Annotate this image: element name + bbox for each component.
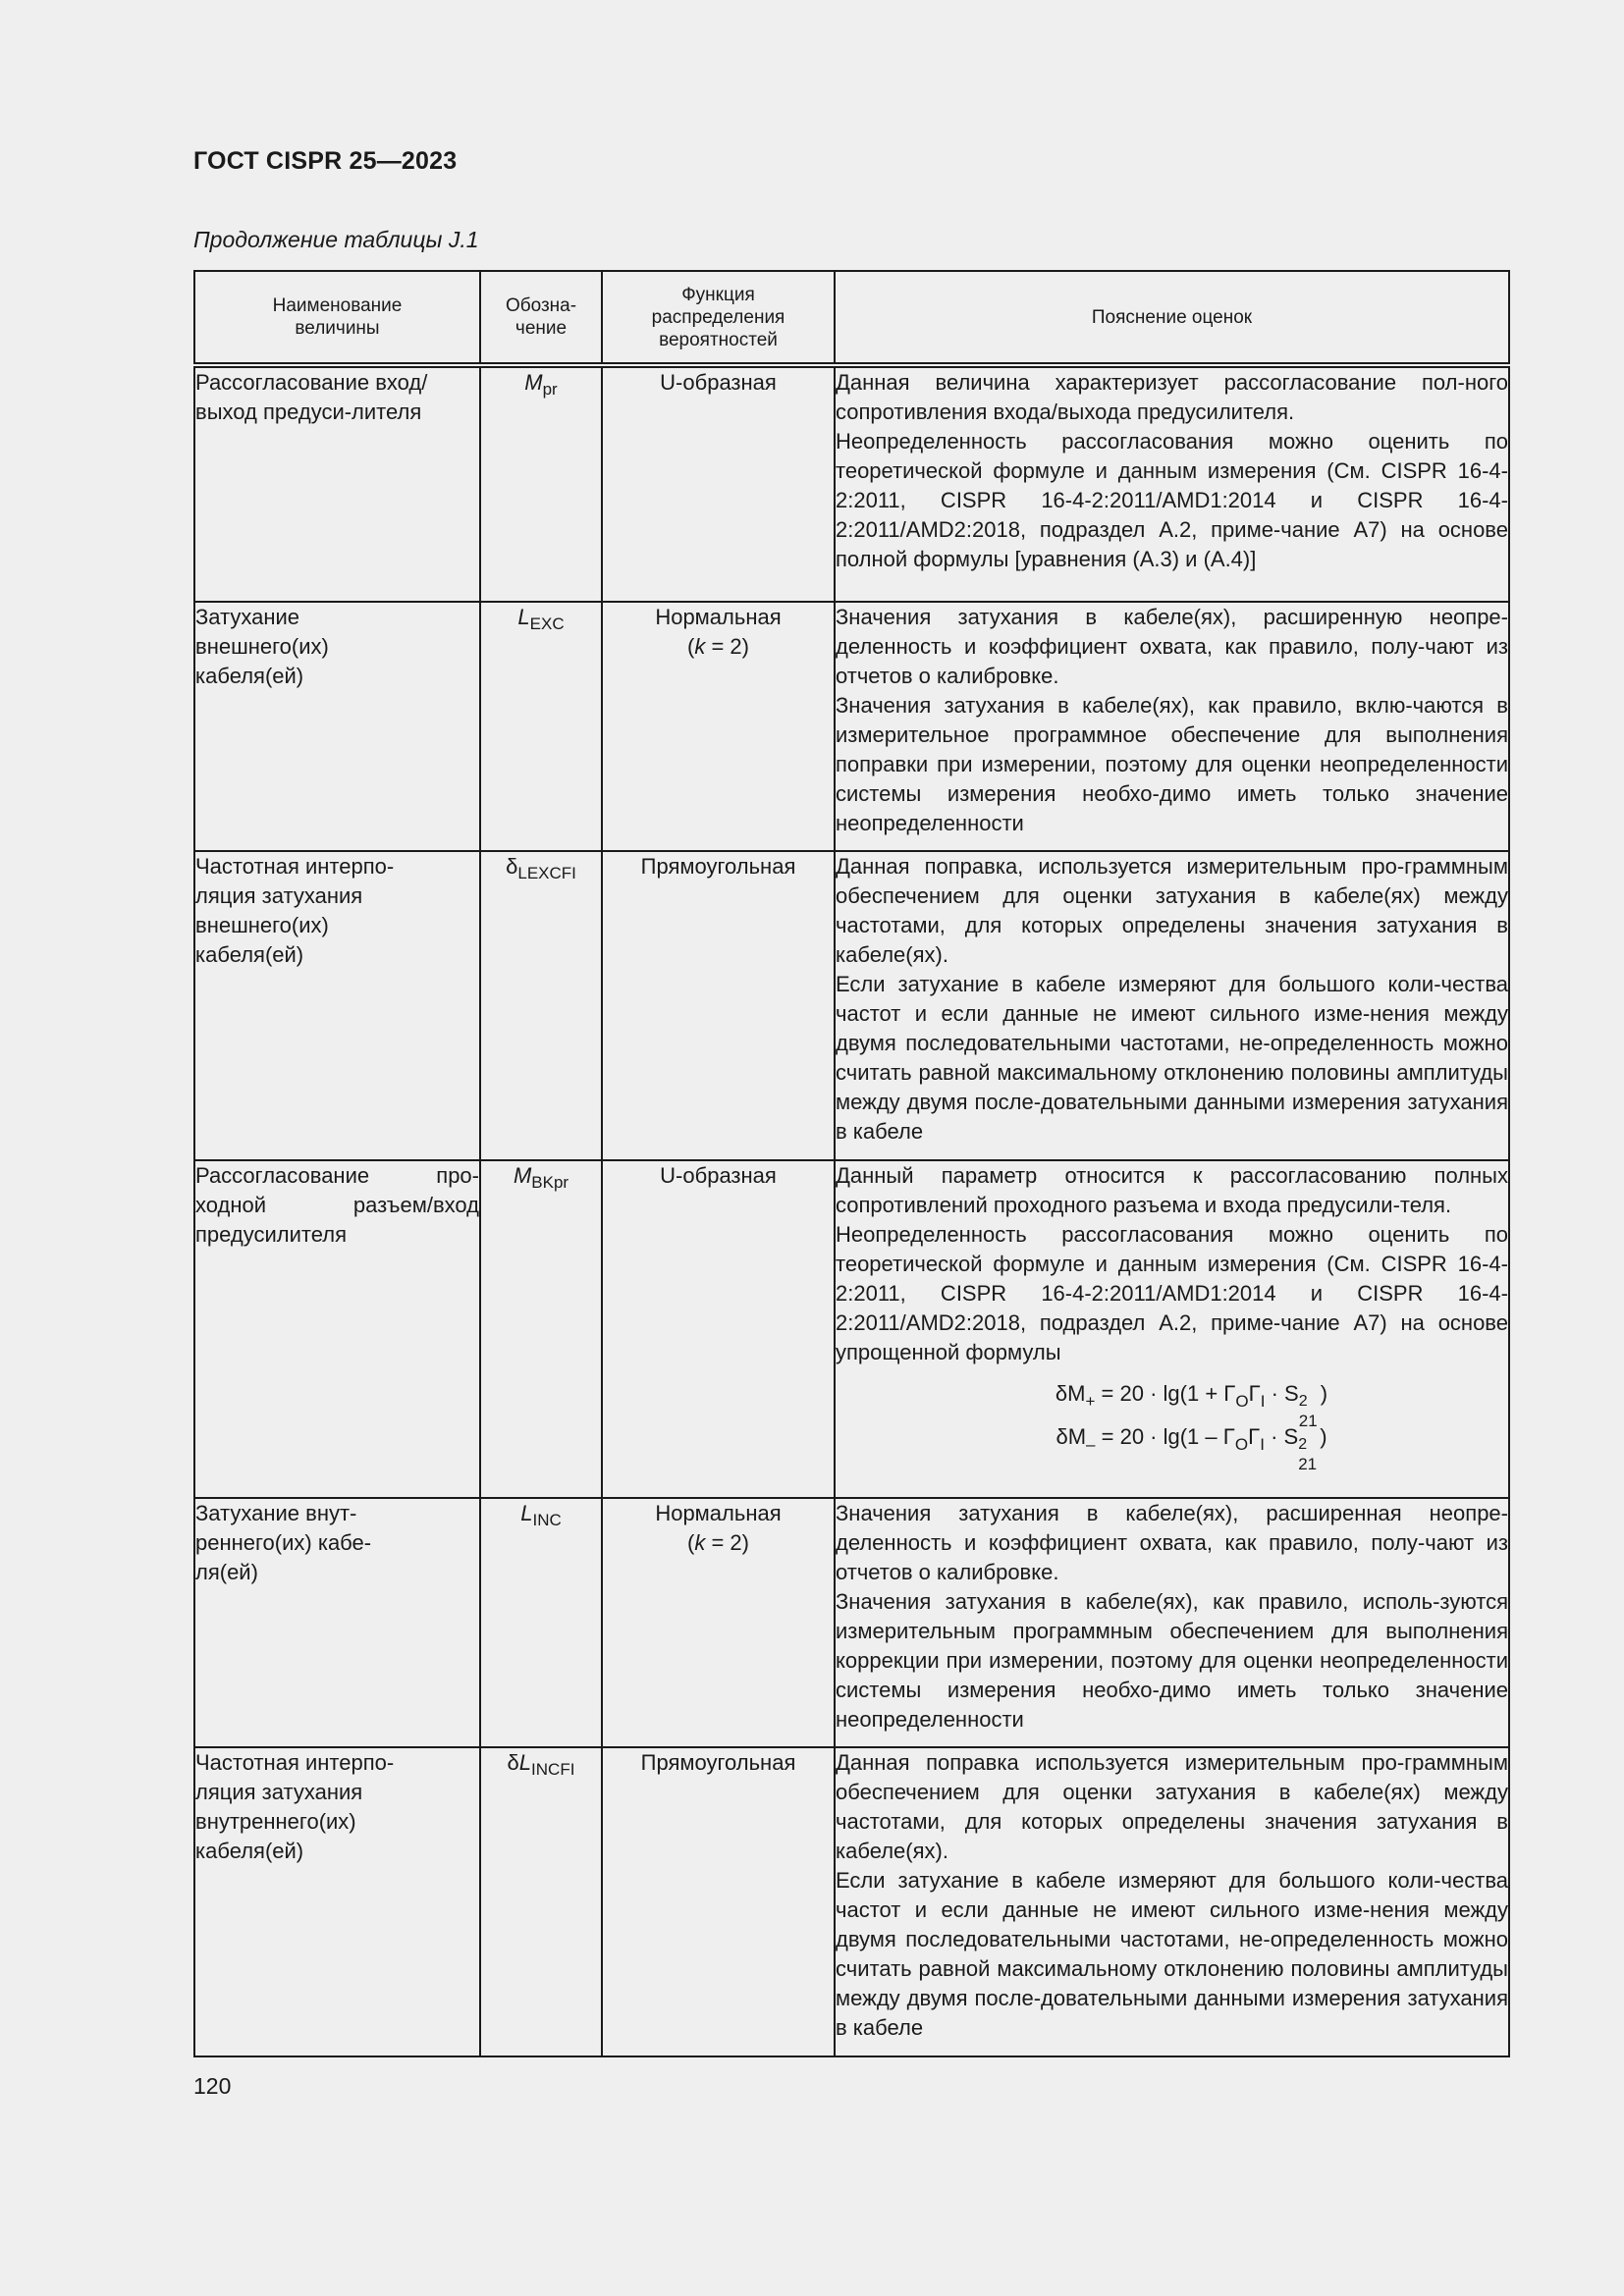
row-name: Затухание внут-реннего(их) кабе-ля(ей) (194, 1498, 480, 1747)
row-name: Рассогласование про-ходной разъем/вход предусилителя (194, 1160, 480, 1498)
row-explanation: Данная поправка, используется измерительным про-граммным обеспечением для оценки затухания в кабеле(ях) между частотами, для которых определены значения затухания в кабеле(ях). Если затухание в кабеле измеряют для большого коли-чества частот и если данные не имеют сильного изме-нения между двумя последовательными частотами, не-определенность можно считать равной максимальному отклонению половины амплитуды между двумя после-довательными данными измерения затухания в кабеле (835, 851, 1509, 1160)
row-symbol: $M_{BKpr}$ (480, 1160, 602, 1498)
table-caption: Продолжение таблицы J.1 (193, 227, 479, 252)
table-row (194, 1160, 1509, 1498)
k-factor: (k = 2) (687, 1530, 749, 1555)
row-symbol: $L_{INC}$ (480, 1498, 602, 1747)
document-title: ГОСТ CISPR 25—2023 (193, 147, 458, 175)
row-explanation: Данный параметр относится к рассогласованию полных сопротивлений проходного разъема и входа предусили-теля. Неопределенность рассогласования можно оценить по теоретической формуле и данным измерения (См. CISPR 16-4-2:2011, CISPR 16-4-2:2011/AMD1:2014 и CISPR 16-4-2:2011/AMD2:2018, подраздел А.2, приме-чание А7) на основе упрощенной формулы $\delta M_+ = 20 \cdot \lg(1 + \Gamma_O\Gamma_I \cdot S$ 2 21 ) $\delta M_- = 20 \cdot \lg(1 - \Gamma_O\Gamma_I \cdot S$ 2 21 ) (835, 1160, 1509, 1498)
row-name: Частотная интерпо-ляция затухания внешнего(их) кабеля(ей) (194, 851, 480, 1160)
row-symbol: $\delta L_{INCFI}$ (480, 1747, 602, 2056)
uncertainty-table (193, 270, 1510, 2057)
col-header-explanation: Пояснение оценок (835, 271, 1509, 365)
row-distribution: Прямоугольная (602, 1747, 835, 2056)
row-distribution: Нормальная (k = 2) (602, 602, 835, 851)
row-distribution: U-образная (602, 365, 835, 602)
row-name: Затухание внешнего(их) кабеля(ей) (194, 602, 480, 851)
table-header-row (194, 271, 1509, 365)
row-symbol: $L_{EXC}$ (480, 602, 602, 851)
row-distribution: Нормальная (k = 2) (602, 1498, 835, 1747)
table-row (194, 365, 1509, 602)
col-header-symbol: Обозна-чение (480, 271, 602, 365)
row-explanation: Данная величина характеризует рассогласование пол-ного сопротивления входа/выхода предусилителя. Неопределенность рассогласования можно оценить по теоретической формуле и данным измерения (См. CISPR 16-4-2:2011, CISPR 16-4-2:2011/AMD1:2014 и CISPR 16-4-2:2011/AMD2:2018, подраздел А.2, приме-чание А7) на основе полной формулы [уравнения (А.3) и (А.4)] (835, 365, 1509, 602)
row-symbol: $\delta_{LEXCFI}$ (480, 851, 602, 1160)
table-row (194, 1498, 1509, 1747)
row-explanation: Значения затухания в кабеле(ях), расширенная неопре-деленность и коэффициент охвата, как правило, полу-чают из отчетов о калибровке. Значения затухания в кабеле(ях), как правило, исполь-зуются измерительным программным обеспечением для выполнения коррекции при измерении, поэтому для оценки неопределенности системы измерения необхо-димо иметь только значение неопределенности (835, 1498, 1509, 1747)
row-name: Рассогласование вход/выход предуси-лителя (194, 365, 480, 602)
row-symbol: $M_{pr}$ (480, 365, 602, 602)
table-row (194, 851, 1509, 1160)
col-header-distribution: Функция распределения вероятностей (602, 271, 835, 365)
row-explanation: Значения затухания в кабеле(ях), расширенную неопре-деленность и коэффициент охвата, как правило, полу-чают из отчетов о калибровке. Значения затухания в кабеле(ях), как правило, вклю-чаются в измерительное программное обеспечение для выполнения поправки при измерении, поэтому для оценки неопределенности системы измерения необхо-димо иметь только значение неопределенности (835, 602, 1509, 851)
col-header-name: Наименование величины (194, 271, 480, 365)
row-distribution: Прямоугольная (602, 851, 835, 1160)
page-number: 120 (193, 2073, 232, 2099)
k-factor: (k = 2) (687, 634, 749, 659)
formula-plus: $\delta M_+ = 20 \cdot \lg(1 + \Gamma_O\Gamma_I \cdot S$ 2 21 ) (1055, 1381, 1328, 1430)
table-row (194, 602, 1509, 851)
row-name: Частотная интерпо-ляция затухания внутреннего(их) кабеля(ей) (194, 1747, 480, 2056)
formula-minus: $\delta M_- = 20 \cdot \lg(1 - \Gamma_O\Gamma_I \cdot S$ 2 21 ) (1056, 1424, 1327, 1473)
row-distribution: U-образная (602, 1160, 835, 1498)
row-explanation: Данная поправка используется измерительным про-граммным обеспечением для оценки затухания в кабеле(ях) между частотами, для которых определены значения затухания в кабеле(ях). Если затухание в кабеле измеряют для большого коли-чества частот и если данные не имеют сильного изме-нения между двумя последовательными частотами, не-определенность можно считать равной максимальному отклонению половины амплитуды между двумя после-довательными данными измерения затухания в кабеле (835, 1747, 1509, 2056)
table-row (194, 1747, 1509, 2056)
